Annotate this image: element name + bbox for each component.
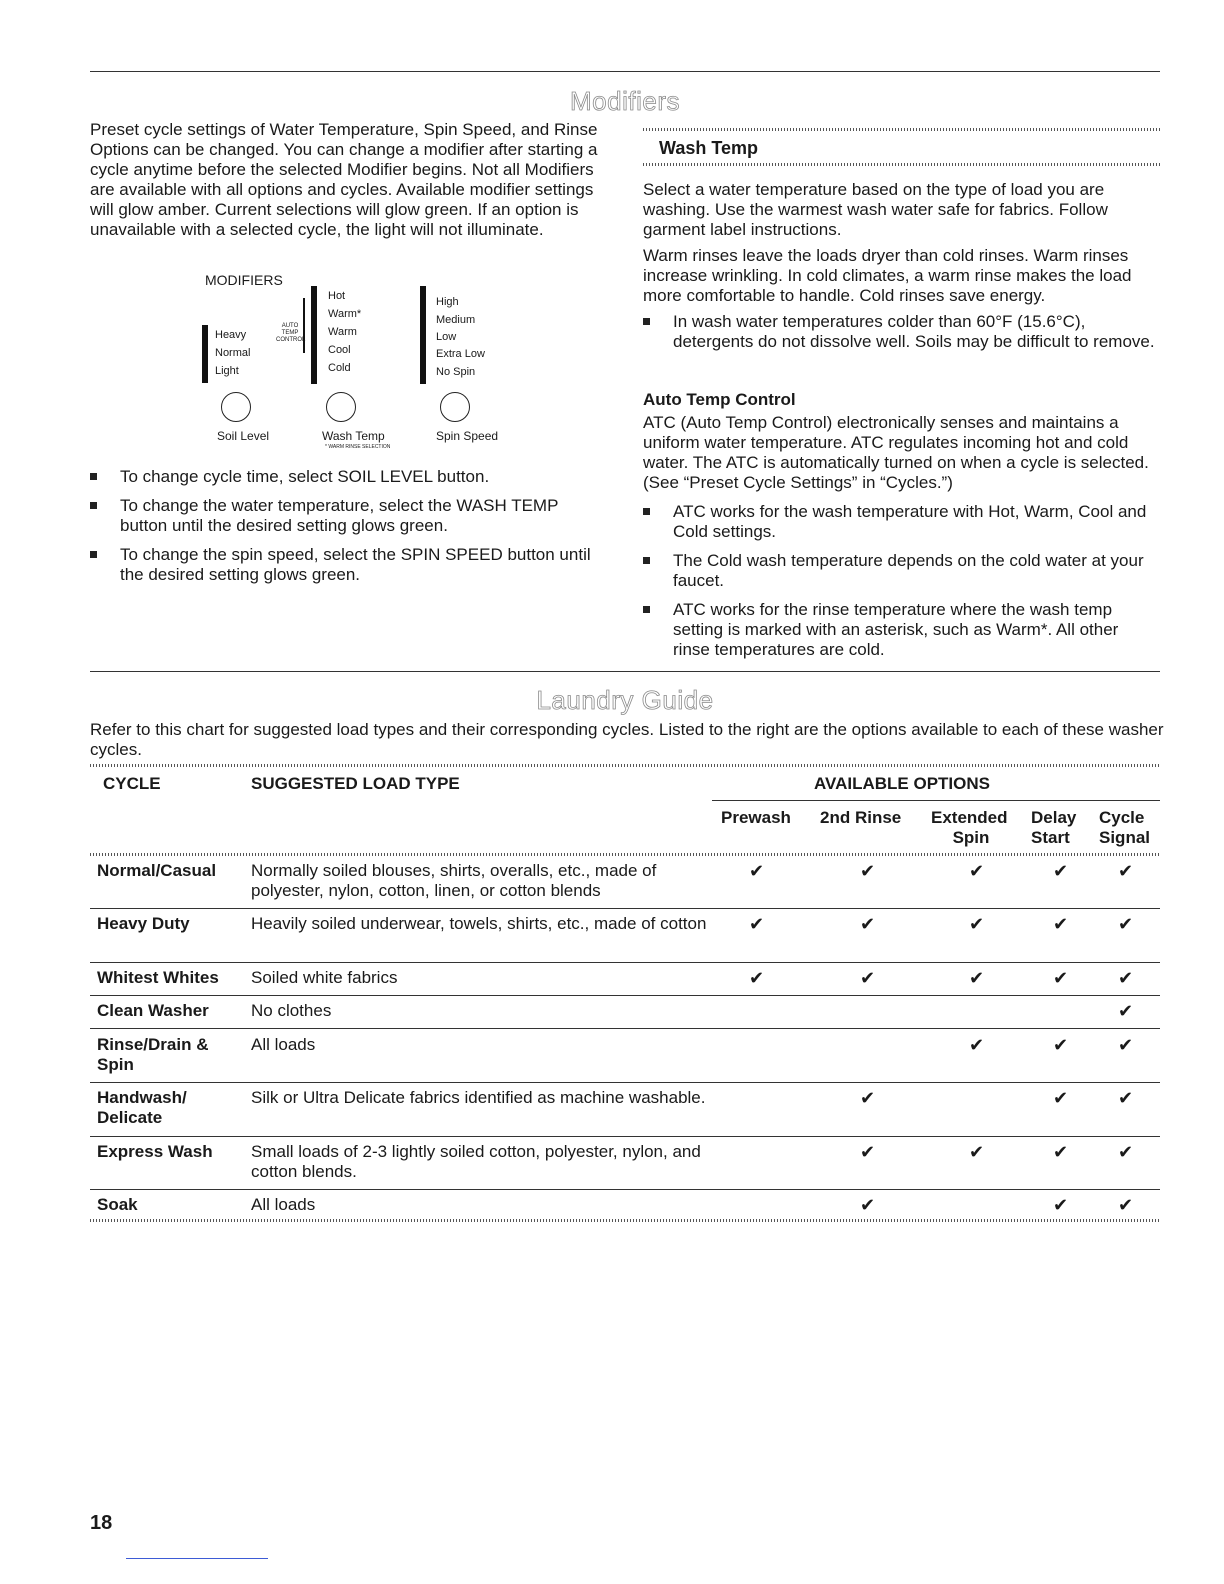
modifiers-bullets — [90, 467, 605, 594]
table-bottom-dots — [90, 1219, 1160, 1222]
spin-low-label: Low — [436, 331, 457, 343]
soil-level-caption: Soil Level — [217, 429, 270, 443]
check-icon: ✔ — [860, 1142, 876, 1162]
check-icon: ✔ — [1053, 1142, 1069, 1162]
temp-warm-label: Warm — [328, 326, 357, 338]
diagram-heading: MODIFIERS — [205, 272, 283, 288]
check-icon: ✔ — [1053, 1035, 1069, 1055]
cycle-name: Whitest Whites — [97, 968, 219, 987]
check-icon: ✔ — [860, 1088, 876, 1108]
wash-temp-caption: Wash Temp — [322, 429, 385, 443]
top-rule — [90, 71, 1160, 72]
spin-medium-label: Medium — [436, 314, 476, 326]
spin-extra-low-label: Extra Low — [436, 348, 485, 360]
footer-line — [126, 1558, 268, 1559]
temp-cool-label: Cool — [328, 344, 351, 356]
check-icon: ✔ — [749, 914, 765, 934]
row-divider — [90, 995, 1160, 996]
modifiers-intro-text: Preset cycle settings of Water Temperature, Spin Speed, and Rinse Options can be changed. You can change a modifier after starting a cycle anytime before the selected Modifier begins. Not all Modifiers are available with all options and cycles. Available modifier settings will glow amber. Current selections will glow green. If an option is unavailable with a selected cycle, the light will not illuminate. — [90, 120, 598, 239]
page-number: 18 — [90, 1512, 113, 1534]
temp-hot-label: Hot — [328, 290, 346, 302]
table-top-dots — [90, 764, 1160, 767]
laundry-title: Laundry Guide — [536, 685, 714, 715]
temp-warm-star-label: Warm* — [328, 308, 362, 320]
laundry-rule — [90, 671, 1160, 672]
load-type: Normally soiled blouses, shirts, overalls, etc., made of polyester, nylon, cotton, linen, or cotton blends — [251, 861, 657, 900]
soil-light-label: Light — [215, 365, 239, 377]
spin-speed-caption: Spin Speed — [436, 429, 499, 443]
header-cycle-signal-2: Signal — [1099, 828, 1151, 847]
wash-temp-body — [643, 180, 1158, 361]
header-cycle-signal-1: Cycle — [1099, 808, 1145, 827]
soil-indicator-bar — [202, 325, 208, 383]
atc-bullet-1: ATC works for the wash temperature with Hot, Warm, Cool and Cold settings. — [643, 502, 1158, 542]
modifiers-intro — [90, 120, 605, 246]
atc-bullet-3: ATC works for the rinse temperature where the wash temp setting is marked with an asterisk, such as Warm*. All other rinse temperatures are cold. — [643, 600, 1158, 660]
table-header-dots — [90, 853, 1160, 856]
check-icon: ✔ — [860, 968, 876, 988]
check-icon: ✔ — [1053, 861, 1069, 881]
load-type: Soiled white fabrics — [251, 968, 398, 987]
bullet-wash-temp: To change the water temperature, select the WASH TEMP button until the desired setting glows green. — [90, 496, 605, 536]
check-icon: ✔ — [860, 861, 876, 881]
load-type: Small loads of 2-3 lightly soiled cotton, polyester, nylon, and cotton blends. — [251, 1142, 701, 1181]
cycle-name: Heavy Duty — [97, 914, 190, 933]
check-icon: ✔ — [969, 1035, 985, 1055]
temp-indicator-bar — [311, 286, 317, 384]
modifiers-title: Modifiers — [570, 86, 680, 116]
atc-body — [643, 413, 1158, 669]
header-extended: Extended — [931, 808, 1008, 827]
load-type: All loads — [251, 1035, 316, 1054]
modifiers-diagram — [190, 268, 520, 458]
check-icon: ✔ — [1118, 1142, 1134, 1162]
check-icon: ✔ — [1118, 914, 1134, 934]
temp-cold-label: Cold — [328, 362, 351, 374]
check-icon: ✔ — [1118, 1195, 1134, 1215]
soil-level-button — [221, 392, 251, 422]
header-available-options: AVAILABLE OPTIONS — [814, 774, 990, 793]
header-cycle: CYCLE — [103, 774, 161, 793]
check-icon: ✔ — [860, 914, 876, 934]
check-icon: ✔ — [1118, 861, 1134, 881]
header-prewash: Prewash — [721, 808, 791, 827]
check-icon: ✔ — [1053, 968, 1069, 988]
check-icon: ✔ — [1053, 914, 1069, 934]
header-start: Start — [1031, 828, 1070, 847]
atc-p1: ATC (Auto Temp Control) electronically senses and maintains a uniform water temperature. ATC regulates incoming hot and cold water. The ATC is automatically turned on when a cycle is selected. (See “Preset Cycle Settings” in “Cycles.”) — [643, 413, 1149, 492]
warm-rinse-footnote: * WARM RINSE SELECTION — [325, 444, 391, 450]
check-icon: ✔ — [1118, 968, 1134, 988]
row-divider — [90, 1136, 1160, 1137]
check-icon: ✔ — [969, 861, 985, 881]
check-icon: ✔ — [969, 1142, 985, 1162]
wash-temp-p2: Warm rinses leave the loads dryer than cold rinses. Warm rinses increase wrinkling. In cold climates, a warm rinse makes the load more comfortable to handle. Cold rinses save energy. — [643, 246, 1132, 305]
check-icon: ✔ — [1053, 1195, 1069, 1215]
wash-temp-heading: Wash Temp — [659, 138, 759, 158]
auto-temp-bracket — [303, 298, 305, 353]
check-icon: ✔ — [1118, 1035, 1134, 1055]
header-delay: Delay — [1031, 808, 1077, 827]
check-icon: ✔ — [1053, 1088, 1069, 1108]
bullet-soil-level: To change cycle time, select SOIL LEVEL button. — [90, 467, 605, 487]
soil-heavy-label: Heavy — [215, 329, 247, 341]
soil-normal-label: Normal — [215, 347, 251, 359]
wash-temp-bottom-dots — [643, 163, 1160, 166]
header-spin: Spin — [952, 828, 990, 847]
wash-temp-top-dots — [643, 128, 1160, 131]
load-type: No clothes — [251, 1001, 332, 1020]
cycle-name: Rinse/Drain & Spin — [97, 1035, 209, 1074]
spin-speed-button — [440, 392, 470, 422]
cycle-name: Normal/Casual — [97, 861, 217, 880]
auto-temp-label: AUTO TEMP CONTROL — [276, 323, 306, 343]
options-header-rule — [712, 800, 1160, 801]
row-divider — [90, 1028, 1160, 1029]
spin-high-label: High — [436, 296, 459, 308]
laundry-intro: Refer to this chart for suggested load types and their corresponding cycles. Listed to the right are the options available to each of these washer cycles. — [90, 720, 1164, 759]
check-icon: ✔ — [969, 914, 985, 934]
wash-temp-bullet: In wash water temperatures colder than 60°F (15.6°C), detergents do not dissolve well. Soils may be difficult to remove. — [643, 312, 1158, 352]
wash-temp-p1: Select a water temperature based on the type of load you are washing. Use the warmest wash water safe for fabrics. Follow garment label instructions. — [643, 180, 1108, 239]
spin-no-spin-label: No Spin — [436, 366, 476, 378]
load-type: Silk or Ultra Delicate fabrics identified as machine washable. — [251, 1088, 706, 1107]
spin-indicator-bar — [420, 286, 426, 384]
check-icon: ✔ — [969, 968, 985, 988]
wash-temp-button — [326, 392, 356, 422]
cycle-name: Express Wash — [97, 1142, 213, 1161]
check-icon: ✔ — [860, 1195, 876, 1215]
check-icon: ✔ — [1118, 1088, 1134, 1108]
row-divider — [90, 1082, 1160, 1083]
load-type: All loads — [251, 1195, 316, 1214]
row-divider — [90, 908, 1160, 909]
cycle-name: Handwash/ Delicate — [97, 1088, 187, 1127]
atc-heading: Auto Temp Control — [643, 390, 796, 409]
bullet-spin-speed: To change the spin speed, select the SPIN SPEED button until the desired setting glows green. — [90, 545, 605, 585]
cycle-name: Clean Washer — [97, 1001, 209, 1020]
check-icon: ✔ — [1118, 1001, 1134, 1021]
load-type: Heavily soiled underwear, towels, shirts, etc., made of cotton — [251, 914, 707, 933]
cycle-name: Soak — [97, 1195, 138, 1214]
check-icon: ✔ — [749, 968, 765, 988]
row-divider — [90, 962, 1160, 963]
atc-bullet-2: The Cold wash temperature depends on the cold water at your faucet. — [643, 551, 1158, 591]
header-2nd-rinse: 2nd Rinse — [820, 808, 902, 827]
row-divider — [90, 1189, 1160, 1190]
check-icon: ✔ — [749, 861, 765, 881]
header-load-type: SUGGESTED LOAD TYPE — [251, 774, 460, 793]
